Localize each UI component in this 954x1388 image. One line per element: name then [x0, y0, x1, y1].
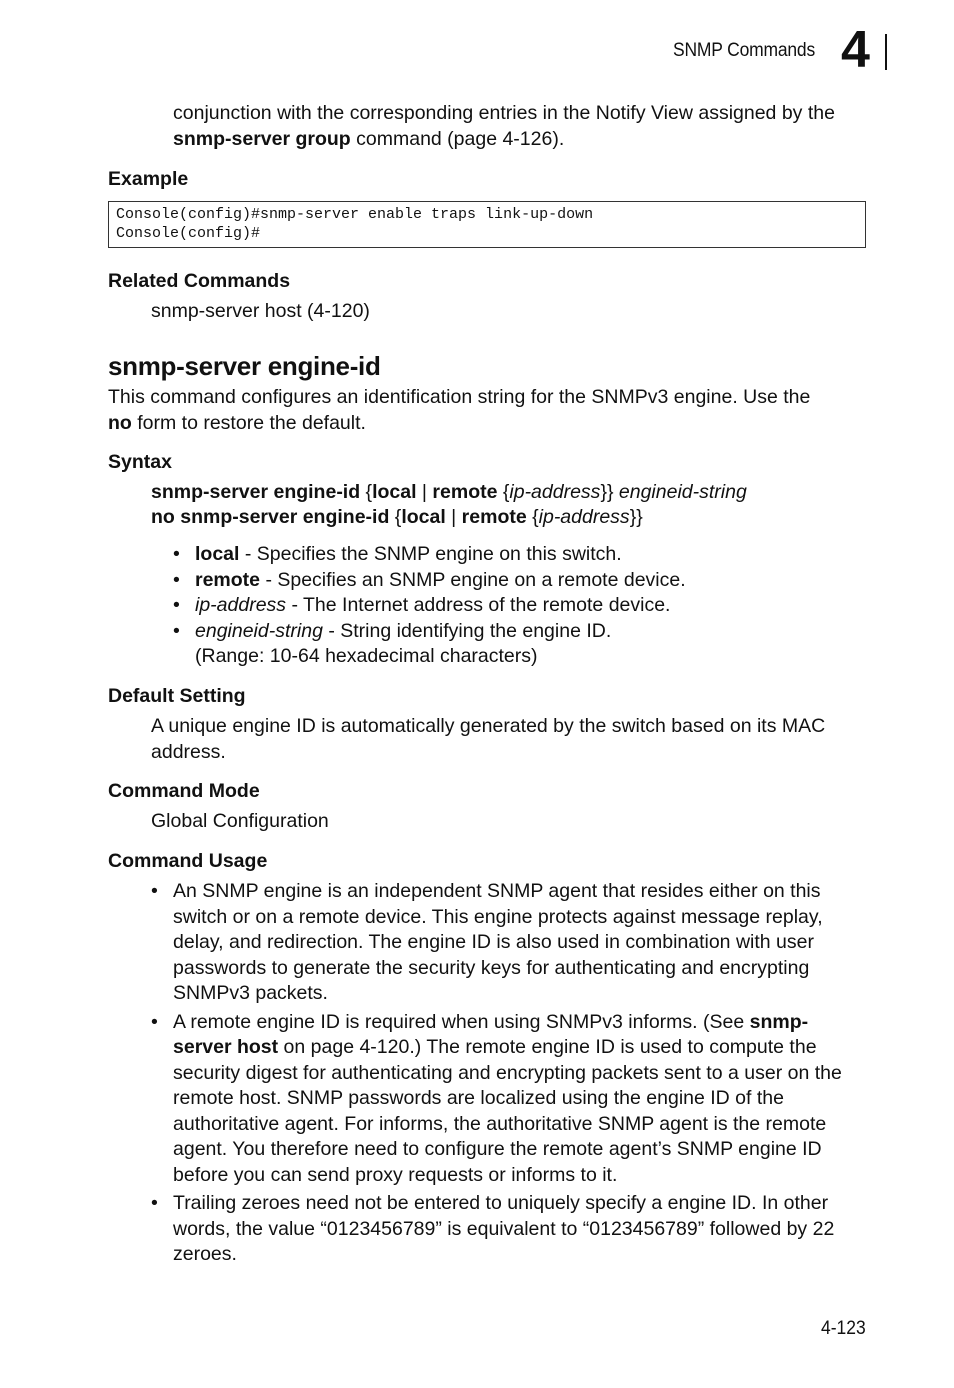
list-item: • remote - Specifies an SNMP engine on a remote device. — [173, 568, 863, 594]
list-item: • local - Specifies the SNMP engine on this switch. — [173, 542, 863, 568]
chapter-tab-rule — [885, 34, 887, 70]
list-item: • ip-address - The Internet address of the remote device. — [173, 593, 863, 619]
page-number: 4-123 — [821, 1318, 866, 1339]
bullet: • — [173, 543, 180, 565]
command-usage-heading: Command Usage — [108, 850, 268, 872]
description-line-2: no form to restore the default. — [108, 411, 366, 434]
example-heading: Example — [108, 168, 189, 190]
chapter-number: 4 — [841, 21, 870, 79]
related-commands-heading: Related Commands — [108, 270, 291, 292]
code-line-1: Console(config)#snmp-server enable traps link-up-down — [116, 206, 594, 223]
syntax-line-2: no snmp-server engine-id {local | remote {ip-address}} — [151, 506, 643, 528]
usage-command-bold: snmp-server host — [173, 1010, 809, 1058]
list-item: • An SNMP engine is an independent SNMP agent that resides either on this switch or on a remote device. This engine protects against message replay, delay, and redirection. The engine ID is also used in combination with user passwords to generate the security keys for authenticating and encrypting SNMPv3 packets. — [151, 880, 823, 1004]
code-line-2: Console(config)# — [116, 225, 261, 242]
section-description — [108, 385, 868, 436]
bullet: • — [151, 1192, 158, 1214]
related-commands-text: snmp-server host (4-120) — [151, 300, 370, 322]
syntax-heading: Syntax — [108, 451, 172, 473]
intro-paragraph — [173, 101, 873, 152]
syntax-parameter-list — [173, 542, 863, 670]
bullet: • — [173, 568, 180, 591]
intro-line-2: snmp-server group command (page 4-126). — [173, 127, 565, 150]
command-usage-list — [151, 879, 866, 1271]
default-setting-text: A unique engine ID is automatically generated by the switch based on its MAC address. — [151, 715, 826, 763]
intro-line-1: conjunction with the corresponding entries in the Notify View assigned by the — [173, 102, 835, 124]
syntax-line-1: snmp-server engine-id {local | remote {ip-address}} engineid-string — [151, 481, 747, 503]
bullet: • — [151, 880, 158, 902]
default-setting-heading: Default Setting — [108, 685, 246, 707]
example-code-block — [108, 201, 866, 248]
section-title: snmp-server engine-id — [108, 351, 381, 381]
description-no-bold: no — [108, 411, 132, 434]
intro-command-bold: snmp-server group — [173, 127, 351, 150]
command-mode-text: Global Configuration — [151, 810, 329, 832]
description-line-1: This command configures an identification string for the SNMPv3 engine. Use the — [108, 386, 811, 408]
bullet: • — [173, 619, 180, 642]
bullet: • — [151, 1010, 158, 1033]
list-item: • A remote engine ID is required when using SNMPv3 informs. (See snmp-server host on page 4-120.) The remote engine ID is used to compute the security digest for authenticating and encrypting packets sent to a user on the remote host. SNMP passwords are localized using the engine ID of the authoritative agent. For informs, the authoritative SNMP agent is the remote agent. You therefore need to configure the remote agent’s SNMP engine ID before you can send proxy requests or informs to it. — [151, 1010, 842, 1186]
command-mode-heading: Command Mode — [108, 780, 260, 802]
list-item: • engineid-string - String identifying the engine ID. (Range: 10-64 hexadecimal characters) — [173, 619, 612, 667]
bullet: • — [173, 594, 180, 616]
running-header-title: SNMP Commands — [673, 40, 816, 61]
list-item: • Trailing zeroes need not be entered to uniquely specify a engine ID. In other words, the value “0123456789” is equivalent to “0123456789” followed by 22 zeroes. — [151, 1192, 835, 1265]
